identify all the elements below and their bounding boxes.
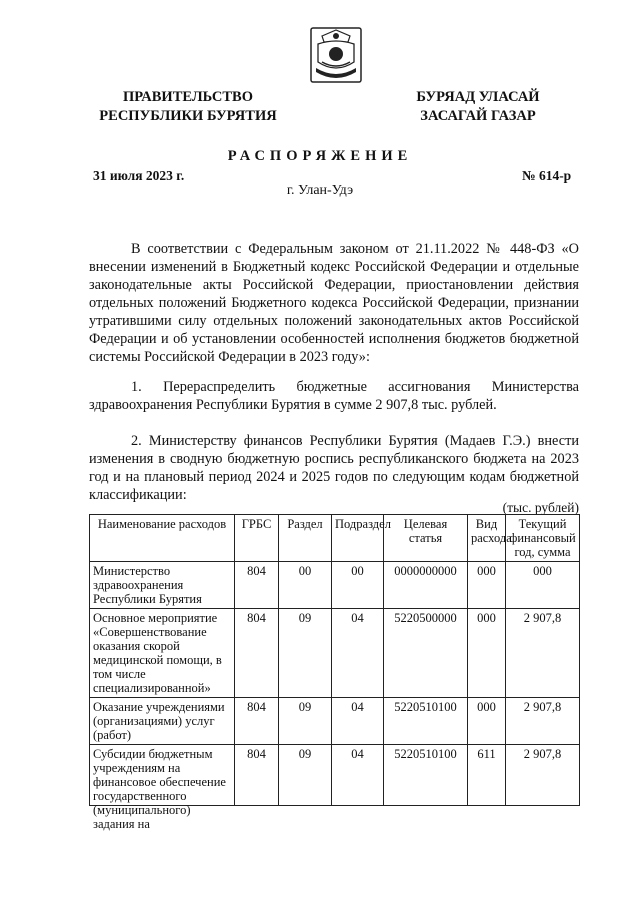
table-cell: 0000000000 <box>384 562 468 609</box>
document-number: № 614-р <box>522 168 572 183</box>
table-cell: 000 <box>506 562 580 609</box>
table-cell: 09 <box>279 698 332 745</box>
table-cell: 000 <box>468 562 506 609</box>
table-cell <box>90 745 235 831</box>
paragraph-item-2 <box>89 432 579 504</box>
government-name-russian <box>85 88 291 126</box>
table-cell: 04 <box>332 698 384 745</box>
column-header: Текущий финансовый год, сумма <box>506 515 580 562</box>
column-header: Подраздел <box>332 515 384 562</box>
budget-table <box>89 514 580 831</box>
buryatia-coat-of-arms-icon <box>308 22 364 86</box>
paragraph-text: В соответствии с Федеральным законом от 21.11.2022 № 448-ФЗ «О внесении изменений в Бюджетный кодекс Российской Федерации и отдельные законодательные акты Российской Федерации, приостановлении действия отдельных положений Бюджетного кодекса Российской Федерации, признании утратившими силу отдельных положений законодательных актов Российской Федерации и об установлении особенностей исполнения бюджетов бюджетной системы Российской Федерации в 2023 году»: <box>89 241 579 365</box>
table-cell: 5220500000 <box>384 609 468 698</box>
table-cell: 804 <box>235 562 279 609</box>
table-header-row <box>90 515 580 562</box>
government-name-buryat <box>400 88 556 126</box>
column-header: Наименование расходов <box>90 515 235 562</box>
table-cell: 09 <box>279 745 332 806</box>
table-cell: 00 <box>279 562 332 609</box>
table-cell: 2 907,8 <box>506 609 580 698</box>
table-cell: 804 <box>235 609 279 698</box>
column-header: Целевая статья <box>384 515 468 562</box>
document-city: г. Улан-Удэ <box>286 183 354 198</box>
org-line: ПРАВИТЕЛЬСТВО <box>123 89 253 105</box>
table-cell: Министерство здравоохранения Республики Бурятия <box>90 562 235 609</box>
table-cell: 804 <box>235 698 279 745</box>
cell-text: Субсидии бюджетным учреждениям на финансовое обеспечение государственного (муниципального) задания на <box>93 747 226 831</box>
column-header: ГРБС <box>235 515 279 562</box>
table-row <box>90 562 580 609</box>
table-cell: 04 <box>332 609 384 698</box>
table-cell: 000 <box>468 698 506 745</box>
paragraph-text: 2. Министерству финансов Республики Бурятия (Мадаев Г.Э.) внести изменения в сводную бюджетную роспись республиканского бюджета на 2023 год и на плановый период 2024 и 2025 годов по следующим кодам бюджетной классификации: <box>89 433 579 503</box>
table-cell: 000 <box>468 609 506 698</box>
document-title: РАСПОРЯЖЕНИЕ <box>227 148 413 164</box>
table-cell: 00 <box>332 562 384 609</box>
table-row <box>90 745 580 806</box>
org-line: РЕСПУБЛИКИ БУРЯТИЯ <box>99 108 277 124</box>
table-cell: 5220510100 <box>384 698 468 745</box>
table-cell: 5220510100 <box>384 745 468 806</box>
table-units: (тыс. рублей) <box>502 500 579 515</box>
table-cell: 2 907,8 <box>506 745 580 806</box>
table-row <box>90 609 580 698</box>
table-row <box>90 698 580 745</box>
column-header: Раздел <box>279 515 332 562</box>
table-cell: 611 <box>468 745 506 806</box>
paragraph-text: 1. Перераспределить бюджетные ассигнования Министерства здравоохранения Республики Бурятия в сумме 2 907,8 тыс. рублей. <box>89 379 579 413</box>
table-cell: Основное мероприятие «Совершенствование оказания скорой медицинской помощи, в том числе специализированной» <box>90 609 235 698</box>
org-line: БУРЯАД УЛАСАЙ <box>416 89 540 105</box>
table-cell: 2 907,8 <box>506 698 580 745</box>
document-date: 31 июля 2023 г. <box>93 168 185 183</box>
paragraph-item-1 <box>89 378 579 414</box>
table-cell: 09 <box>279 609 332 698</box>
table-cell: 804 <box>235 745 279 806</box>
table-cell: 04 <box>332 745 384 806</box>
paragraph-preamble <box>89 240 579 366</box>
table-cell: Оказание учреждениями (организациями) услуг (работ) <box>90 698 235 745</box>
column-header: Вид расхода <box>468 515 506 562</box>
org-line: ЗАСАГАЙ ГАЗАР <box>420 108 536 124</box>
